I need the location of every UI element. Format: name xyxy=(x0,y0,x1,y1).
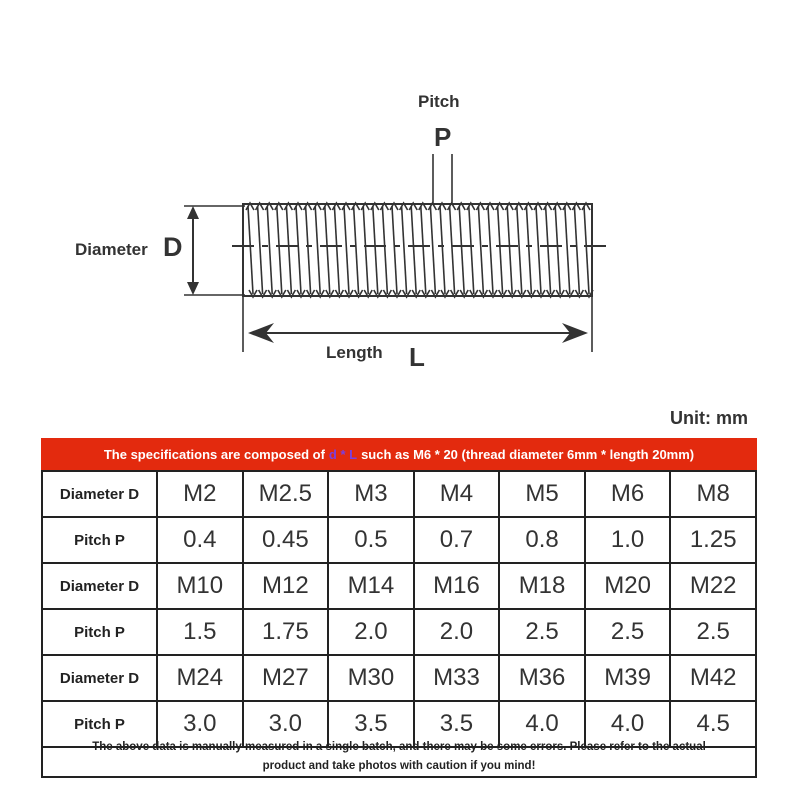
table-cell: M27 xyxy=(243,655,329,701)
table-cell: 4.0 xyxy=(585,701,671,747)
table-cell: M18 xyxy=(499,563,585,609)
diameter-arrow-bottom xyxy=(187,282,199,295)
table-cell: M5 xyxy=(499,471,585,517)
table-cell: 4.0 xyxy=(499,701,585,747)
table-cell: 1.25 xyxy=(670,517,756,563)
table-cell: 1.75 xyxy=(243,609,329,655)
table-cell: 3.0 xyxy=(243,701,329,747)
table-cell: M6 xyxy=(585,471,671,517)
table-cell: M30 xyxy=(328,655,414,701)
table-row xyxy=(42,563,756,609)
banner-highlight: d * L xyxy=(328,446,358,462)
disclaimer-line-2: product and take photos with caution if you mind! xyxy=(262,760,536,772)
table-cell: 3.5 xyxy=(328,701,414,747)
row-header: Pitch P xyxy=(42,517,157,563)
unit-label: Unit: mm xyxy=(670,408,748,428)
table-cell: M10 xyxy=(157,563,243,609)
length-symbol: L xyxy=(409,342,425,372)
diameter-label: Diameter xyxy=(75,240,148,259)
table-cell: M4 xyxy=(414,471,500,517)
table-cell: 0.45 xyxy=(243,517,329,563)
table-cell: M12 xyxy=(243,563,329,609)
row-header: Pitch P xyxy=(42,609,157,655)
table-cell: 0.4 xyxy=(157,517,243,563)
table-cell: 4.5 xyxy=(670,701,756,747)
table-cell: 3.5 xyxy=(414,701,500,747)
table-row xyxy=(42,655,756,701)
spec-table xyxy=(41,470,757,748)
table-cell: 0.8 xyxy=(499,517,585,563)
table-row xyxy=(42,609,756,655)
table-cell: M2.5 xyxy=(243,471,329,517)
table-cell: 2.5 xyxy=(670,609,756,655)
banner-prefix: The specifications are composed of xyxy=(103,446,325,462)
disclaimer-note xyxy=(41,738,757,778)
table-cell: M3 xyxy=(328,471,414,517)
table-cell: M16 xyxy=(414,563,500,609)
table-cell: 0.5 xyxy=(328,517,414,563)
banner-suffix: such as M6 * 20 (thread diameter 6mm * length 20mm) xyxy=(361,446,695,462)
row-header: Diameter D xyxy=(42,471,157,517)
table-cell: 2.5 xyxy=(499,609,585,655)
table-cell: 0.7 xyxy=(414,517,500,563)
table-cell: 2.0 xyxy=(414,609,500,655)
row-header: Pitch P xyxy=(42,701,157,747)
table-cell: M2 xyxy=(157,471,243,517)
diameter-symbol: D xyxy=(163,232,183,262)
row-header: Diameter D xyxy=(42,563,157,609)
table-row xyxy=(42,471,756,517)
table-cell: 3.0 xyxy=(157,701,243,747)
table-cell: M22 xyxy=(670,563,756,609)
table-cell: 1.5 xyxy=(157,609,243,655)
length-label: Length xyxy=(326,343,383,362)
table-cell: M42 xyxy=(670,655,756,701)
table-cell: 1.0 xyxy=(585,517,671,563)
table-row xyxy=(42,517,756,563)
pitch-symbol: P xyxy=(434,122,452,152)
table-cell: M36 xyxy=(499,655,585,701)
pitch-label: Pitch xyxy=(418,92,460,111)
table-cell: M14 xyxy=(328,563,414,609)
table-cell: M24 xyxy=(157,655,243,701)
row-header: Diameter D xyxy=(42,655,157,701)
table-cell: M20 xyxy=(585,563,671,609)
table-cell: 2.0 xyxy=(328,609,414,655)
diameter-arrow-top xyxy=(187,206,199,219)
table-cell: M8 xyxy=(670,471,756,517)
disclaimer-line-1: The above data is manually measured in a single batch, and there may be some errors. Please refer to the actual xyxy=(92,741,706,753)
table-cell: 2.5 xyxy=(585,609,671,655)
table-cell: M39 xyxy=(585,655,671,701)
spec-table-body xyxy=(42,471,756,747)
table-cell: M33 xyxy=(414,655,500,701)
spec-banner xyxy=(41,438,757,470)
